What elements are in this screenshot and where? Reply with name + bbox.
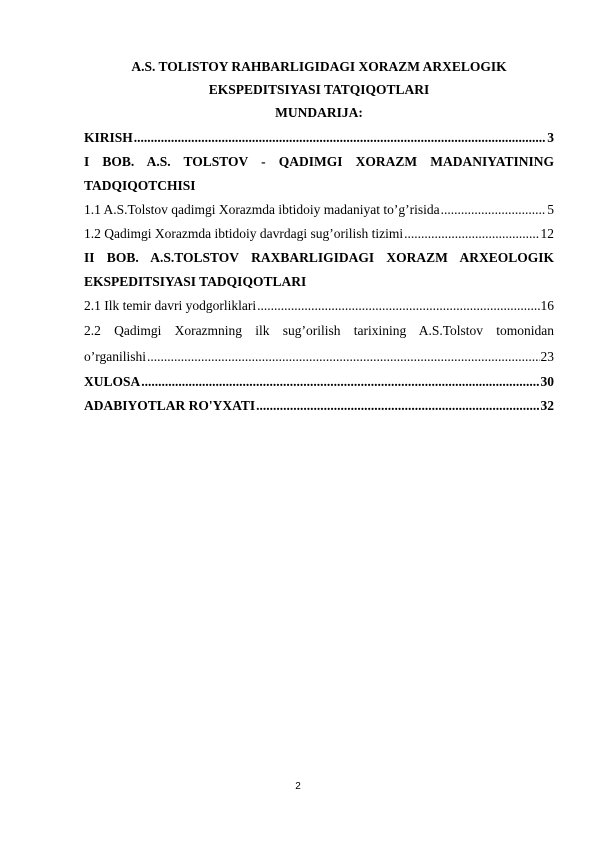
toc-chapter-2-line-1[interactable]: II BOB. A.S.TOLSTOV RAXBARLIGIDAGI XORAZM ARXEOLOGIK — [84, 250, 554, 265]
toc-page-number: 32 — [540, 398, 554, 413]
document-title-line-1: A.S. TOLISTOY RAHBARLIGIDAGI XORAZM ARXELOGIK — [131, 59, 507, 74]
toc-entry-conclusion[interactable] — [84, 373, 554, 391]
toc-section-2-2-line-1[interactable]: 2.2 Qadimgi Xorazmning ilk sug’orilish tarixining A.S.Tolstov tomonidan — [84, 323, 554, 338]
toc-entry-references[interactable] — [84, 397, 554, 415]
toc-entry-label: ADABIYOTLAR RO'YXATI — [84, 398, 256, 413]
toc-chapter-1-line-2[interactable]: TADQIQOTCHISI — [84, 178, 196, 193]
toc-entry-section-1-1[interactable] — [84, 201, 554, 219]
toc-chapter-1-line-1[interactable]: I BOB. A.S. TOLSTOV - QADIMGI XORAZM MADANIYATINING — [84, 154, 554, 169]
toc-page-number: 12 — [540, 226, 554, 241]
toc-entry-intro[interactable] — [84, 129, 554, 147]
toc-entry-label: KIRISH — [84, 130, 133, 145]
toc-page-number: 23 — [540, 349, 554, 364]
toc-entry-label: o’rganilishi — [84, 349, 146, 364]
toc-page-number: 30 — [540, 374, 554, 389]
toc-dot-leader — [441, 201, 547, 219]
toc-dot-leader — [404, 225, 539, 243]
toc-entry-label: 1.1 A.S.Tolstov qadimgi Xorazmda ibtidoiy madaniyat to’g’risida — [84, 202, 440, 217]
toc-entry-label: 2.1 Ilk temir davri yodgorliklari — [84, 298, 257, 313]
toc-entry-label: 1.2 Qadimgi Xorazmda ibtidoiy davrdagi sug’orilish tizimi — [84, 226, 404, 241]
toc-entry-label: XULOSA — [84, 374, 141, 389]
toc-entry-section-2-2[interactable] — [84, 348, 554, 366]
toc-entry-section-2-1[interactable] — [84, 297, 554, 315]
toc-page-number: 5 — [547, 202, 554, 217]
toc-dot-leader — [257, 297, 539, 315]
contents-heading: MUNDARIJA: — [275, 105, 363, 120]
page-number-footer: 2 — [295, 781, 301, 792]
document-title-line-2: EKSPEDITSIYASI TATQIQOTLARI — [208, 82, 430, 97]
toc-dot-leader — [134, 129, 546, 147]
toc-dot-leader — [141, 373, 539, 391]
toc-dot-leader — [256, 397, 539, 415]
toc-chapter-2-line-2[interactable]: EKSPEDITSIYASI TADQIQOTLARI — [84, 274, 307, 289]
toc-page-number: 16 — [540, 298, 554, 313]
toc-page-number: 3 — [547, 130, 554, 145]
toc-dot-leader — [147, 348, 540, 366]
toc-entry-section-1-2[interactable] — [84, 225, 554, 243]
